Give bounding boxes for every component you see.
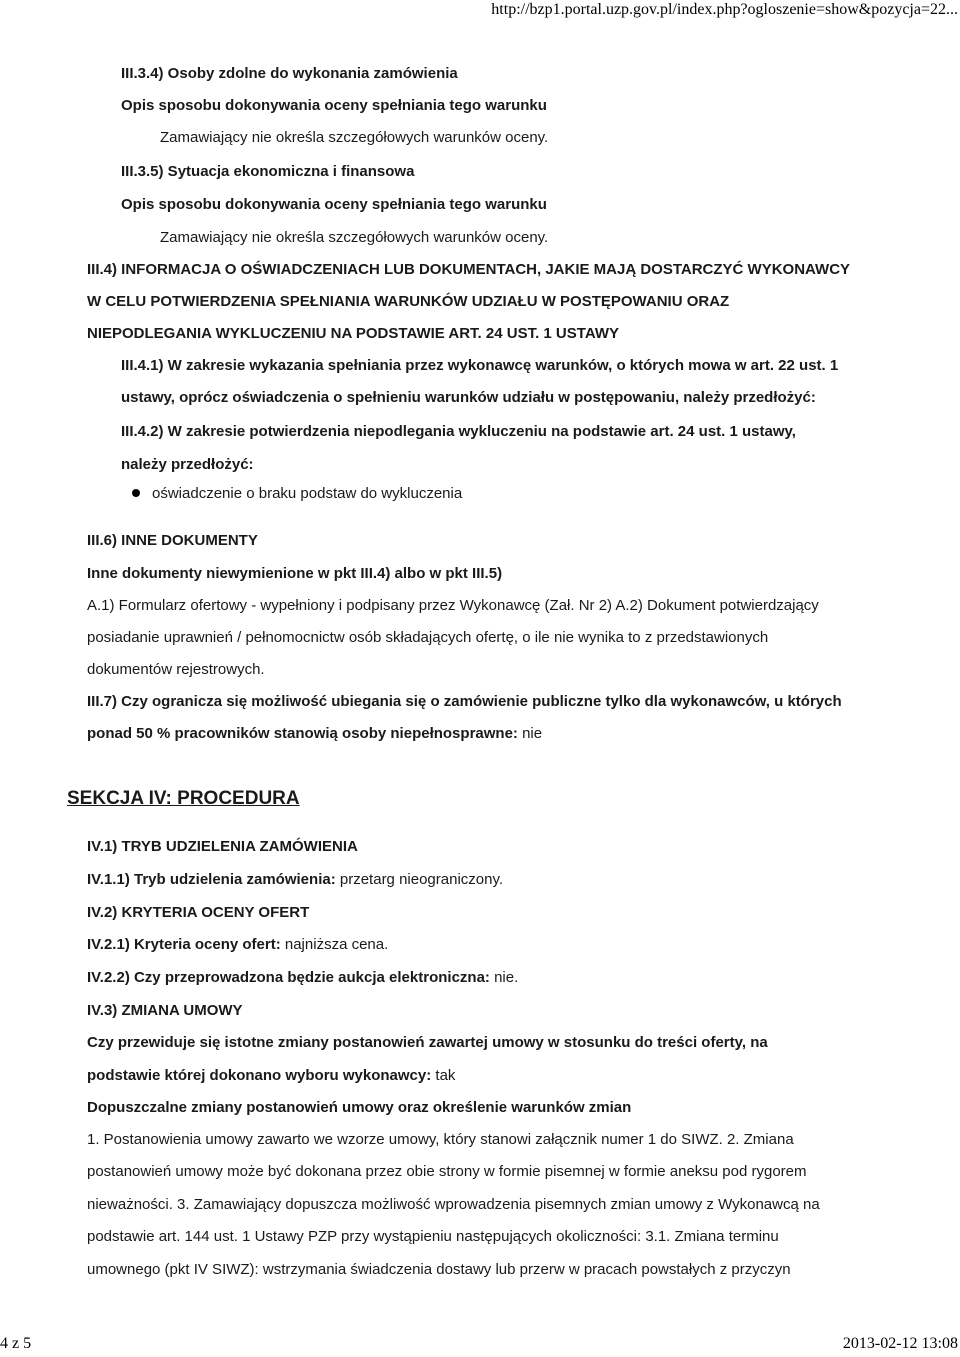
field-label: podstawie której dokonano wyboru wykonawcy: [87, 1067, 432, 1084]
field-kryteria [87, 935, 388, 955]
subheading-dopuszczalne: Dopuszczalne zmiany postanowień umowy oraz określenie warunków zmian [87, 1099, 632, 1116]
field-label: IV.2.2) Czy przeprowadzona będzie aukcja elektroniczna: [87, 969, 490, 986]
subheading-opis: Opis sposobu dokonywania oceny spełniania tego warunku [121, 97, 547, 114]
section-title: SEKCJA IV: PROCEDURA [67, 788, 300, 809]
heading-iii-4-cont: W CELU POTWIERDZENIA SPEŁNIANIA WARUNKÓW UDZIAŁU W POSTĘPOWANIU ORAZ [87, 293, 730, 310]
field-value: tak [435, 1067, 456, 1084]
text-line: Zamawiający nie określa szczegółowych warunków oceny. [160, 129, 549, 146]
text-line: nieważności. 3. Zamawiający dopuszcza możliwość wprowadzenia pisemnych zmian umowy z Wykonawcą na [87, 1196, 820, 1213]
page-url-header: http://bzp1.portal.uzp.gov.pl/index.php?ogloszenie=show&pozycja=22... [491, 1, 958, 18]
print-timestamp: 2013-02-12 13:08 [842, 1335, 958, 1352]
list-item: oświadczenie o braku podstaw do wykluczenia [152, 485, 463, 502]
heading-iii-4-1-cont: ustawy, oprócz oświadczenia o spełnieniu warunków udziału w postępowaniu, należy przedłożyć: [121, 389, 816, 406]
subheading-inne: Inne dokumenty niewymienione w pkt III.4) albo w pkt III.5) [87, 565, 503, 582]
field-value: najniższa cena. [284, 936, 389, 953]
text-line: Zamawiający nie określa szczegółowych warunków oceny. [160, 229, 549, 246]
heading-iii-4-2: III.4.2) W zakresie potwierdzenia niepodlegania wykluczeniu na podstawie art. 24 ust. 1 ustawy, [121, 423, 796, 440]
field-value: przetarg nieograniczony. [339, 871, 504, 888]
answer-value: nie [522, 725, 543, 742]
field-value: nie. [494, 969, 519, 986]
heading-iii-4-cont: NIEPODLEGANIA WYKLUCZENIU NA PODSTAWIE ART. 24 UST. 1 USTAWY [87, 325, 619, 342]
heading-iii-4: III.4) INFORMACJA O OŚWIADCZENIACH LUB DOKUMENTACH, JAKIE MAJĄ DOSTARCZYĆ WYKONAWCY [87, 261, 851, 278]
text-line: A.1) Formularz ofertowy - wypełniony i podpisany przez Wykonawcę (Zał. Nr 2) A.2) Dokument potwierdzający [87, 597, 819, 614]
bullet-icon [132, 489, 140, 497]
field-label: IV.1.1) Tryb udzielenia zamówienia: [87, 871, 336, 888]
heading-iv-1: IV.1) TRYB UDZIELENIA ZAMÓWIENIA [87, 838, 358, 855]
text-line: 1. Postanowienia umowy zawarto we wzorze umowy, który stanowi załącznik numer 1 do SIWZ. 2. Zmiana [87, 1131, 794, 1148]
question-label: ponad 50 % pracowników stanowią osoby niepełnosprawne: [87, 725, 518, 742]
heading-iii-4-1: III.4.1) W zakresie wykazania spełniania przez wykonawcę warunków, o których mowa w art. 22 ust. 1 [121, 357, 839, 374]
heading-iii-3-5: III.3.5) Sytuacja ekonomiczna i finansowa [121, 163, 415, 180]
field-wybor [87, 1066, 455, 1086]
text-line: umownego (pkt IV SIWZ): wstrzymania świadczenia dostawy lub przerw w pracach powstałych z przyczyn [87, 1261, 791, 1278]
text-line: dokumentów rejestrowych. [87, 661, 265, 678]
heading-iii-6: III.6) INNE DOKUMENTY [87, 532, 258, 549]
heading-iii-7-cont [87, 724, 542, 744]
text-line: posiadanie uprawnień / pełnomocnictw osób składających ofertę, o ile nie wynika to z przedstawionych [87, 629, 769, 646]
field-aukcja [87, 968, 518, 988]
text-line: postanowień umowy może być dokonana przez obie strony w formie pisemnej w formie aneksu pod rygorem [87, 1163, 807, 1180]
field-label: IV.2.1) Kryteria oceny ofert: [87, 936, 281, 953]
question-zmiany: Czy przewiduje się istotne zmiany postanowień zawartej umowy w stosunku do treści oferty, na [87, 1034, 768, 1051]
field-tryb [87, 870, 503, 890]
heading-iii-4-2-cont: należy przedłożyć: [121, 456, 254, 473]
text-line: podstawie art. 144 ust. 1 Ustawy PZP przy wystąpieniu następujących okoliczności: 3.1. Zmiana terminu [87, 1228, 779, 1245]
heading-iv-3: IV.3) ZMIANA UMOWY [87, 1002, 243, 1019]
heading-iii-7: III.7) Czy ogranicza się możliwość ubiegania się o zamówienie publiczne tylko dla wykonawców, u których [87, 693, 842, 710]
heading-iv-2: IV.2) KRYTERIA OCENY OFERT [87, 904, 310, 921]
subheading-opis: Opis sposobu dokonywania oceny spełniania tego warunku [121, 196, 547, 213]
heading-iii-3-4: III.3.4) Osoby zdolne do wykonania zamówienia [121, 65, 458, 82]
page-number: 4 z 5 [0, 1335, 32, 1352]
